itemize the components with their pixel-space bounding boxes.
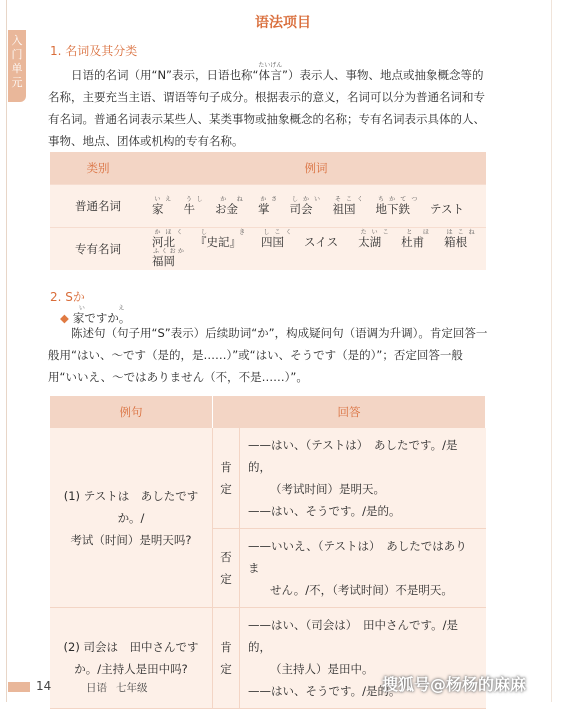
example-line: か。/主持人是田中吗?	[74, 662, 188, 676]
example-word: お金かね	[215, 195, 248, 216]
category-cell: 普通名词	[50, 185, 146, 228]
example-word: 牛うし	[183, 195, 205, 216]
example-text: 家ですか。	[72, 311, 131, 325]
answer-kind	[213, 608, 240, 709]
para-text: ”）表示人、事物、地点或抽象概念等的名称，主要充当主语、谓语等句子成分。根据表示的意义，名词可以分为普通名词和专有名词。普通名词表示某些人、某类事物或抽象概念的名称；专有名词表示具体的人、事物、地点、团体或机构的专有名称。	[48, 68, 485, 148]
example-word: 福岡ふくおか	[152, 248, 185, 268]
side-tab-char: 门	[11, 48, 23, 61]
word-list	[146, 185, 486, 228]
example-line: (2) 司会は 田中さんです	[63, 640, 199, 654]
example-word: 掌かさ	[258, 195, 280, 216]
table-row	[50, 428, 486, 529]
side-tab-char: 单	[11, 62, 23, 75]
kind-char: 定	[220, 572, 232, 586]
example-word: 家いえ	[152, 195, 174, 216]
kind-char: 否	[220, 550, 232, 564]
example-word: 四国しこく	[261, 229, 294, 249]
page-title: 语法项目	[255, 15, 311, 31]
kind-char: 定	[220, 662, 232, 676]
table-row	[50, 185, 486, 228]
subject-label: 日语	[86, 682, 107, 694]
example-word: 『史記』しき	[195, 229, 251, 249]
section1-paragraph	[48, 62, 488, 152]
word-list	[146, 228, 486, 271]
example-word: 太湖たいこ	[358, 229, 392, 249]
unit-side-tab	[8, 30, 26, 102]
example-cell	[50, 428, 213, 608]
noun-category-table	[50, 152, 486, 270]
answer-line: せん。/不，（考试时间）不是明天。	[270, 583, 453, 597]
side-tab-char: 元	[11, 76, 23, 89]
answer-line: ——はい、そうです。/是的。	[248, 684, 401, 698]
example-word: 箱根はこね	[444, 229, 478, 249]
example-word: テスト	[430, 201, 465, 216]
answer-line: （主持人）是田中。	[270, 662, 374, 676]
watermark: 搜狐号@杨杨的麻麻	[381, 675, 526, 694]
section2-heading: 2. Sか	[50, 290, 85, 304]
category-cell: 专有名词	[50, 228, 146, 271]
question-answer-table	[50, 396, 486, 709]
ruby-word	[258, 62, 283, 82]
answer-line: ——はい、そうです。/是的。	[248, 504, 401, 518]
ruby-reading: いえ	[72, 305, 131, 312]
answer-line: （考试时间）是明天。	[270, 482, 385, 496]
answer-line: ——いいえ、（テストは） あしたではありま	[248, 539, 467, 575]
answer-kind	[213, 529, 240, 608]
example-line: (1) テストは あしたですか。/	[63, 488, 199, 525]
side-tab-char: 入	[11, 34, 23, 47]
ruby-base: 体言	[258, 68, 283, 82]
kind-char: 肯	[220, 640, 232, 654]
example-word: 祖国そこく	[332, 195, 366, 216]
answer-line: ——はい、（司会は） 田中さんです。/是的，	[248, 618, 458, 654]
ruby-reading: たいげん	[258, 62, 283, 69]
answer-kind	[213, 428, 240, 529]
example-word: 杜甫とほ	[401, 229, 435, 249]
example-line: 考试（时间）是明天吗?	[70, 532, 192, 547]
table-header: 例词	[146, 152, 486, 185]
table-header: 类别	[50, 152, 146, 185]
section1-heading: 1. 名词及其分类	[50, 44, 138, 58]
page-number: 14	[36, 679, 52, 693]
footer-accent-bar	[8, 682, 30, 692]
section2-paragraph: 陈述句（句子用“S”表示）后续助词“か”，构成疑问句（语调为升调）。肯定回答一般用“はい、～です（是的，是……）”或“はい、そうです（是的）”；否定回答一般用“いいえ、～ではありません（不，不是……）”。	[48, 326, 488, 384]
answer-line: ——はい、（テストは） あしたです。/是的，	[248, 438, 458, 474]
table-header: 例句	[50, 396, 213, 428]
kind-char: 肯	[220, 460, 232, 474]
example-word: スイス	[304, 235, 339, 249]
example-word: 司会しかい	[289, 195, 323, 216]
grade-label: 七年级	[116, 682, 148, 694]
para-text: 日语的名词（用“N”表示，日语也称“	[71, 68, 259, 82]
example-word: 地下鉄ちかてつ	[375, 195, 420, 216]
table-row	[50, 228, 486, 271]
answer-cell	[240, 529, 486, 608]
answer-cell	[240, 428, 486, 529]
diamond-bullet-icon: ◆	[60, 311, 69, 325]
table-header: 回答	[213, 396, 486, 428]
kind-char: 定	[220, 482, 232, 496]
example-word: 河北かほく	[152, 229, 185, 249]
